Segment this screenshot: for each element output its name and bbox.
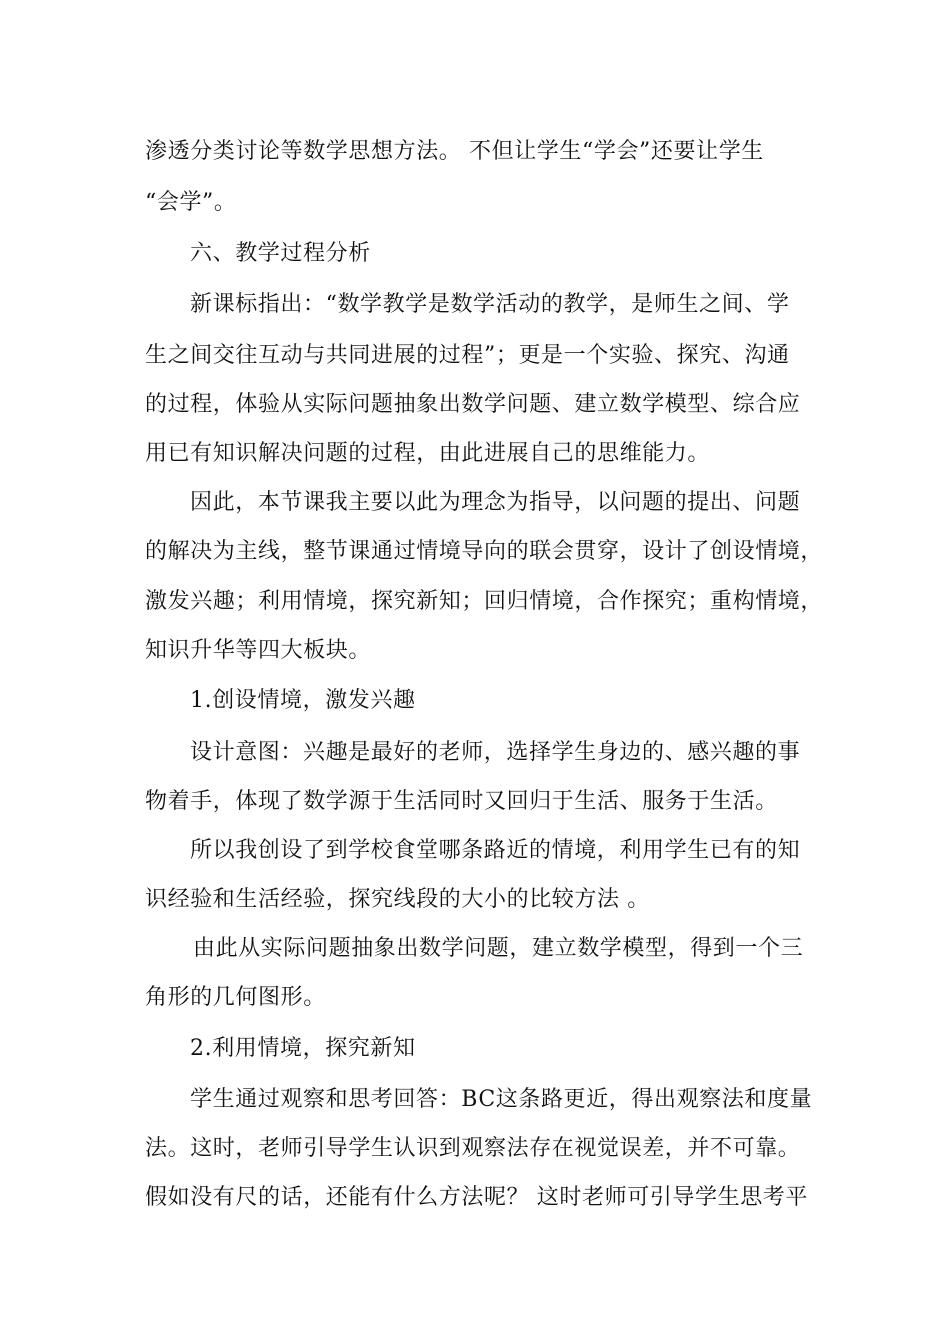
text-line: 法。这时，老师引导学生认识到观察法存在视觉误差，并不可靠。 (145, 1136, 801, 1161)
text-line: 假如没有尺的话，还能有什么方法呢？ 这时老师可引导学生思考平 (145, 1185, 808, 1210)
text-line: 角形的几何图形。 (145, 985, 326, 1010)
text-line: 渗透分类讨论等数学思想方法。 不但让学生“学会”还要让学生 (145, 139, 764, 164)
text-line: 生之间交往互动与共同进展的过程”；更是一个实验、探究、沟通 (145, 343, 790, 368)
subsection-heading: 2.利用情境，探究新知 (190, 1036, 416, 1061)
text-line: 由此从实际问题抽象出数学问题，建立数学模型，得到一个三 (193, 936, 804, 961)
section-heading: 六、教学过程分析 (190, 241, 371, 266)
text-line: 新课标指出：“数学教学是数学活动的教学，是师生之间、学 (190, 292, 790, 317)
text-line: 识经验和生活经验，探究线段的大小的比较方法 。 (145, 887, 650, 912)
text-line: 因此，本节课我主要以此为理念为指导，以问题的提出、问题 (190, 490, 801, 515)
text-line: 用已有知识解决问题的过程，由此进展自己的思维能力。 (145, 441, 711, 466)
text-line: 所以我创设了到学校食堂哪条路近的情境，利用学生已有的知 (190, 838, 801, 863)
text-line: 激发兴趣；利用情境，探究新知；回归情境，合作探究；重构情境， (145, 589, 824, 614)
text-line: 物着手，体现了数学源于生活同时又回归于生活、服务于生活。 (145, 789, 778, 814)
text-line: “会学”。 (145, 190, 237, 215)
text-line: 的过程，体验从实际问题抽象出数学问题、建立数学模型、综合应 (145, 392, 801, 417)
text-line: 学生通过观察和思考回答：BC这条路更近，得出观察法和度量 (190, 1087, 813, 1112)
text-line: 知识升华等四大板块。 (145, 638, 372, 663)
text-line: 设计意图：兴趣是最好的老师，选择学生身边的、感兴趣的事 (190, 740, 801, 765)
text-line: 的解决为主线，整节课通过情境导向的联会贯穿，设计了创设情境， (145, 539, 824, 564)
subsection-heading: 1.创设情境，激发兴趣 (190, 688, 416, 713)
